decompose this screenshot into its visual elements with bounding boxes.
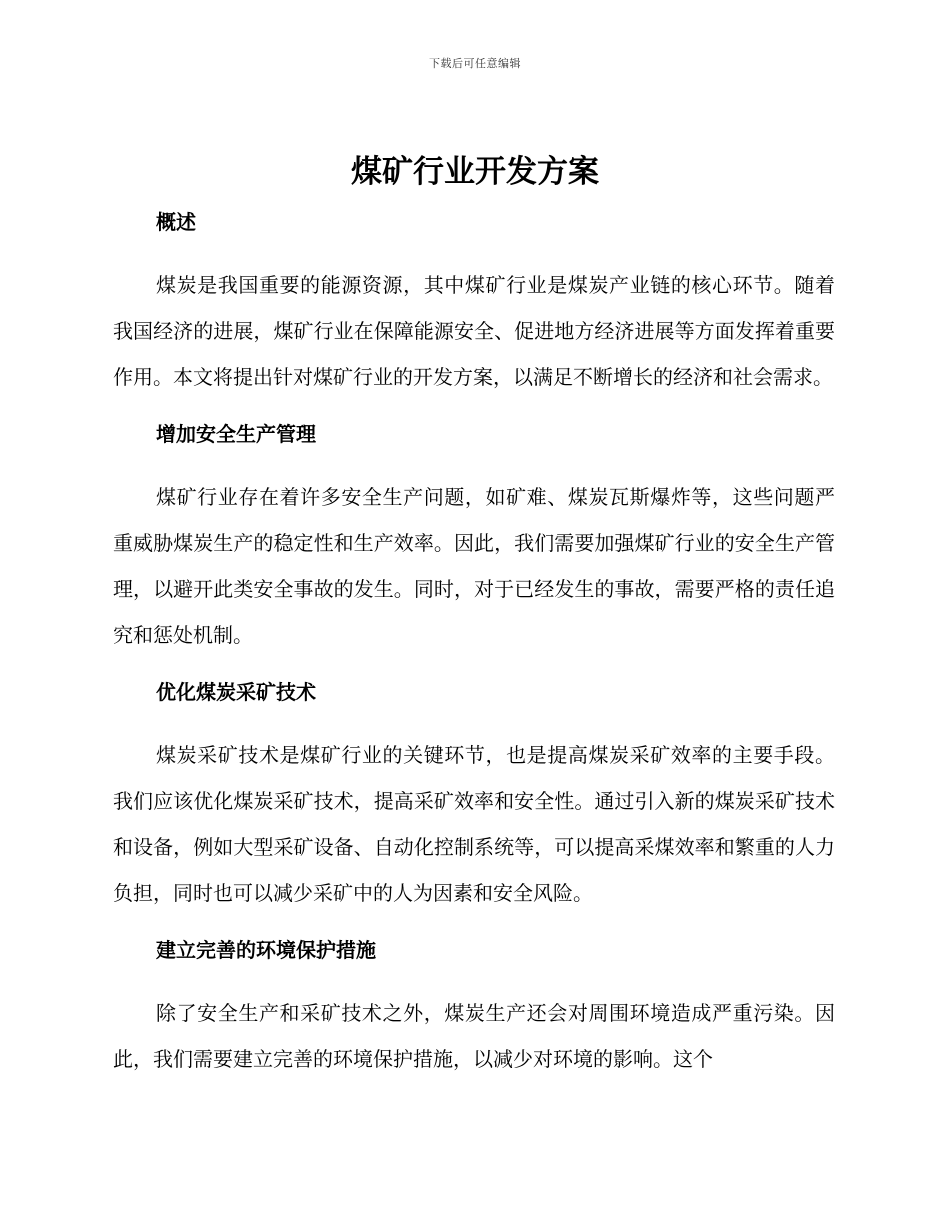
section-heading-mining-tech: 优化煤炭采矿技术 bbox=[156, 680, 316, 704]
section-paragraph-environment: 除了安全生产和采矿技术之外，煤炭生产还会对周围环境造成严重污染。因此，我们需要建立完善的环境保护措施，以减少对环境的影响。这个 bbox=[113, 1001, 835, 1071]
section-heading-safety: 增加安全生产管理 bbox=[156, 422, 316, 446]
document-body bbox=[113, 200, 835, 1082]
section-paragraph-mining-tech: 煤炭采矿技术是煤矿行业的关键环节，也是提高煤炭采矿效率的主要手段。我们应该优化煤炭采矿技术，提高采矿效率和安全性。通过引入新的煤炭采矿技术和设备，例如大型采矿设备、自动化控制系统等，可以提高采煤效率和繁重的人力负担，同时也可以减少采矿中的人为因素和安全风险。 bbox=[113, 743, 835, 905]
page-header-note: 下载后可任意编辑 bbox=[429, 57, 521, 70]
document-title: 煤矿行业开发方案 bbox=[351, 154, 599, 190]
section-paragraph-safety: 煤矿行业存在着许多安全生产问题，如矿难、煤炭瓦斯爆炸等，这些问题严重威胁煤炭生产的稳定性和生产效率。因此，我们需要加强煤矿行业的安全生产管理，以避开此类安全事故的发生。同时，对于已经发生的事故，需要严格的责任追究和惩处机制。 bbox=[113, 485, 835, 647]
section-heading-overview: 概述 bbox=[156, 210, 196, 234]
section-paragraph-overview: 煤炭是我国重要的能源资源，其中煤矿行业是煤炭产业链的核心环节。随着我国经济的进展，煤矿行业在保障能源安全、促进地方经济进展等方面发挥着重要作用。本文将提出针对煤矿行业的开发方案，以满足不断增长的经济和社会需求。 bbox=[113, 273, 835, 389]
section-heading-environment: 建立完善的环境保护措施 bbox=[156, 938, 376, 962]
